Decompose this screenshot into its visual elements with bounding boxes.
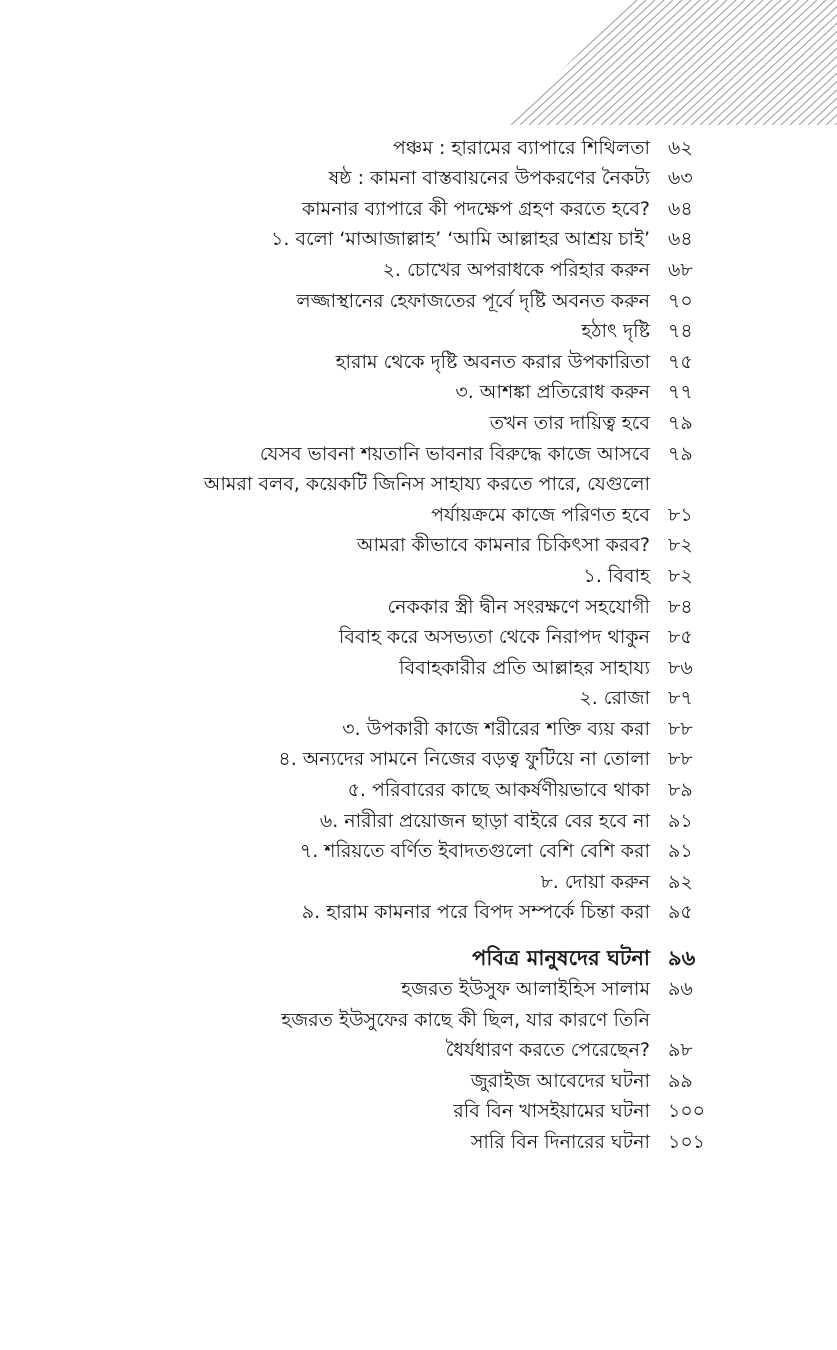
toc-section-title: পবিত্র মানুষদের ঘটনা (472, 946, 650, 971)
toc-entry-title: হজরত ইউসুফ আলাইহিস সালাম (401, 978, 650, 1001)
toc-entry[interactable] (180, 316, 740, 347)
toc-entry-title: কামনার ব্যাপারে কী পদক্ষেপ গ্রহণ করতে হবে? (301, 197, 650, 220)
stripe-line (664, 0, 799, 125)
toc-entry-title: পর্যায়ক্রমে কাজে পরিণত হবে (431, 503, 650, 526)
toc-entry-title: হজরত ইউসুফের কাছে কী ছিল, যার কারণে তিনি (281, 1008, 650, 1031)
toc-entry-title: ষষ্ঠ : কামনা বাস্তবায়নের উপকরণের নৈকট্য (328, 167, 650, 190)
stripe-line (637, 0, 772, 125)
stripe-line (574, 0, 709, 125)
toc-entry-title: হঠাৎ দৃষ্টি (581, 320, 650, 343)
stripe-line (709, 0, 837, 125)
toc-section-page: ৯৬ (668, 946, 696, 971)
toc-entry-title: সারি বিন দিনারের ঘটনা (470, 1131, 650, 1153)
toc-entry-page: ৯৯ (668, 1069, 693, 1092)
toc-entry[interactable] (180, 1096, 740, 1127)
stripe-line (507, 0, 529, 125)
toc-entry-page: ৭৭ (668, 381, 693, 404)
stripe-line (507, 0, 520, 125)
toc-entry-title: হারাম থেকে দৃষ্টি অবনত করার উপকারিতা (335, 350, 650, 373)
toc-entry[interactable] (180, 224, 740, 255)
toc-entry[interactable] (180, 346, 740, 377)
toc-entry[interactable] (180, 897, 740, 928)
toc-entry[interactable] (180, 622, 740, 653)
toc-entry[interactable] (180, 973, 740, 1004)
toc-entry-page: ৭৫ (668, 350, 693, 373)
toc-entry-title: লজ্জাস্থানের হেফাজতের পূর্বে দৃষ্টি অবনত করুন (296, 289, 650, 312)
stripe-line (772, 0, 837, 125)
stripe-line (507, 0, 583, 125)
toc-entry-page: ৭৯ (668, 442, 693, 465)
toc-entry-page: ৬২ (668, 136, 693, 159)
stripe-line (565, 0, 700, 125)
toc-entry-page: ৮২ (668, 534, 693, 557)
stripe-line (727, 0, 837, 125)
stripe-line (610, 0, 745, 125)
stripe-line (507, 0, 565, 125)
toc-entry[interactable] (180, 193, 740, 224)
toc-entry-title: নেককার স্ত্রী দ্বীন সংরক্ষণে সহযোগী (387, 595, 650, 618)
toc-entry-title: ৪. অন্যদের সামনে নিজের বড়ত্ব ফুটিয়ে না তোলা (278, 748, 650, 771)
toc-entry-title: ২. চোখের অপরাধকে পরিহার করুন (382, 258, 650, 281)
stripe-line (799, 0, 837, 125)
toc-entry[interactable] (180, 163, 740, 194)
toc-entry-page: ৯৬ (668, 978, 693, 1001)
toc-entry-page: ৯৫ (668, 901, 693, 924)
toc-entry[interactable] (180, 683, 740, 714)
toc-entry-title: ১. বলো ‘মাআজাল্লাহ’ ‘আমি আল্লাহর আশ্রয় চাই’ (271, 228, 650, 251)
toc-entry-page: ৮৭ (668, 687, 693, 710)
toc-entry-page: ৯১ (668, 840, 693, 863)
toc-entry[interactable] (180, 438, 740, 469)
stripe-line (556, 0, 691, 125)
toc-entry-page: ৮৪ (668, 595, 693, 618)
toc-entry-title: রবি বিন খাসইয়ামের ঘটনা (453, 1100, 650, 1123)
toc-entry-page: ৭০ (668, 289, 693, 312)
toc-entry[interactable] (180, 530, 740, 561)
toc-entry[interactable] (180, 254, 740, 285)
toc-entry[interactable] (180, 132, 740, 163)
stripe-line (583, 0, 718, 125)
stripe-line (673, 0, 808, 125)
toc-entry-page: ৯২ (668, 870, 693, 893)
toc-entry[interactable] (180, 805, 740, 836)
toc-entry[interactable] (180, 377, 740, 408)
toc-entry-title: পঞ্চম : হারামের ব্যাপারে শিথিলতা (392, 136, 650, 159)
stripe-line (547, 0, 682, 125)
toc-entry-title: ৭. শরিয়তে বর্ণিত ইবাদতগুলো বেশি বেশি করা (299, 840, 650, 863)
toc-entry[interactable] (180, 591, 740, 622)
toc-entry[interactable] (180, 836, 740, 867)
toc-entry-page: ৬৮ (668, 258, 693, 281)
stripe-line (507, 0, 637, 125)
toc-entry-title: যেসব ভাবনা শয়তানি ভাবনার বিরুদ্ধে কাজে আসবে (259, 442, 650, 465)
toc-entry-page: ৮৮ (668, 748, 693, 771)
toc-entry-title: আমরা কীভাবে কামনার চিকিৎসা করব? (356, 534, 650, 557)
toc-section-heading[interactable] (180, 927, 740, 973)
toc-entry[interactable] (180, 652, 740, 683)
toc-entry[interactable] (180, 407, 740, 438)
stripe-line (754, 0, 837, 125)
toc-entry-page: ৯১ (668, 809, 693, 832)
toc-entry-title: ধৈর্যধারণ করতে পেরেছেন? (445, 1039, 650, 1062)
toc-entry[interactable] (180, 1065, 740, 1096)
toc-entry-title: ৮. দোয়া করুন (540, 870, 650, 893)
toc-entry-continued[interactable] (180, 1004, 740, 1035)
diagonal-stripes-decoration (507, 0, 837, 125)
stripe-line (619, 0, 754, 125)
toc-entry-title: ৫. পরিবারের কাছে আকর্ষণীয়ভাবে থাকা (347, 779, 650, 802)
stripe-line (507, 0, 511, 125)
stripe-line (507, 0, 619, 125)
stripe-line (646, 0, 781, 125)
toc-entry-continued[interactable] (180, 469, 740, 500)
stripe-line (628, 0, 763, 125)
toc-entry-page: ৯৮ (668, 1039, 693, 1062)
toc-entry-page: ৮৮ (668, 717, 693, 740)
toc-entry-title: ৩. উপকারী কাজে শরীরের শক্তি ব্যয় করা (342, 717, 650, 740)
toc-entry[interactable] (180, 774, 740, 805)
toc-entry-page: ১০১ (668, 1131, 706, 1153)
toc-entry-page: ৭৪ (668, 320, 693, 343)
toc-entry-title: আমরা বলব, কয়েকটি জিনিস সাহায্য করতে পারে, যেগুলো (203, 473, 650, 496)
toc-entry[interactable] (180, 866, 740, 897)
toc-entry-page: ৮২ (668, 564, 693, 587)
toc-entry-title: ২. রোজা (579, 687, 650, 710)
stripe-line (655, 0, 790, 125)
toc-entry-page: ৮১ (668, 503, 693, 526)
stripe-line (682, 0, 817, 125)
toc-entry-page: ৬৪ (668, 228, 693, 251)
stripe-line (507, 0, 538, 125)
stripe-line (538, 0, 673, 125)
stripe-line (529, 0, 664, 125)
toc-entry-title: বিবাহ করে অসভ্যতা থেকে নিরাপদ থাকুন (338, 626, 650, 649)
toc-entry-title: ৯. হারাম কামনার পরে বিপদ সম্পর্কে চিন্তা করা (301, 901, 650, 924)
toc-entry[interactable] (180, 1035, 740, 1066)
toc-entry-page: ১০০ (668, 1100, 706, 1123)
toc-entry[interactable] (180, 499, 740, 530)
toc-entry-title: ১. বিবাহ (583, 564, 650, 587)
stripe-line (700, 0, 835, 125)
stripe-line (691, 0, 826, 125)
stripe-line (592, 0, 727, 125)
stripe-line (511, 0, 646, 125)
toc-entry-page: ৬৩ (668, 167, 693, 190)
toc-entry[interactable] (180, 713, 740, 744)
stripe-line (817, 0, 837, 125)
toc-entry[interactable] (180, 560, 740, 591)
toc-entry-page: ৭৯ (668, 411, 693, 434)
toc-entry-title: ৩. আশঙ্কা প্রতিরোধ করুন (455, 381, 650, 404)
toc-entry-title: জুরাইজ আবেদের ঘটনা (470, 1069, 650, 1092)
toc-entry[interactable] (180, 744, 740, 775)
toc-entry-page: ৮৬ (668, 656, 693, 679)
toc-entry-page: ৮৯ (668, 779, 693, 802)
stripe-line (507, 0, 547, 125)
table-of-contents (180, 132, 740, 1157)
stripe-line (601, 0, 736, 125)
toc-entry-page: ৮৫ (668, 626, 693, 649)
toc-entry-title: ৬. নারীরা প্রয়োজন ছাড়া বাইরে বের হবে না (319, 809, 650, 832)
toc-entry[interactable] (180, 285, 740, 316)
toc-entry[interactable] (180, 1126, 740, 1157)
toc-entry-title: তখন তার দায়িত্ব হবে (489, 411, 650, 434)
stripe-line (520, 0, 655, 125)
toc-entry-page: ৬৪ (668, 197, 693, 220)
toc-entry-title: বিবাহকারীর প্রতি আল্লাহর সাহায্য (399, 656, 650, 679)
